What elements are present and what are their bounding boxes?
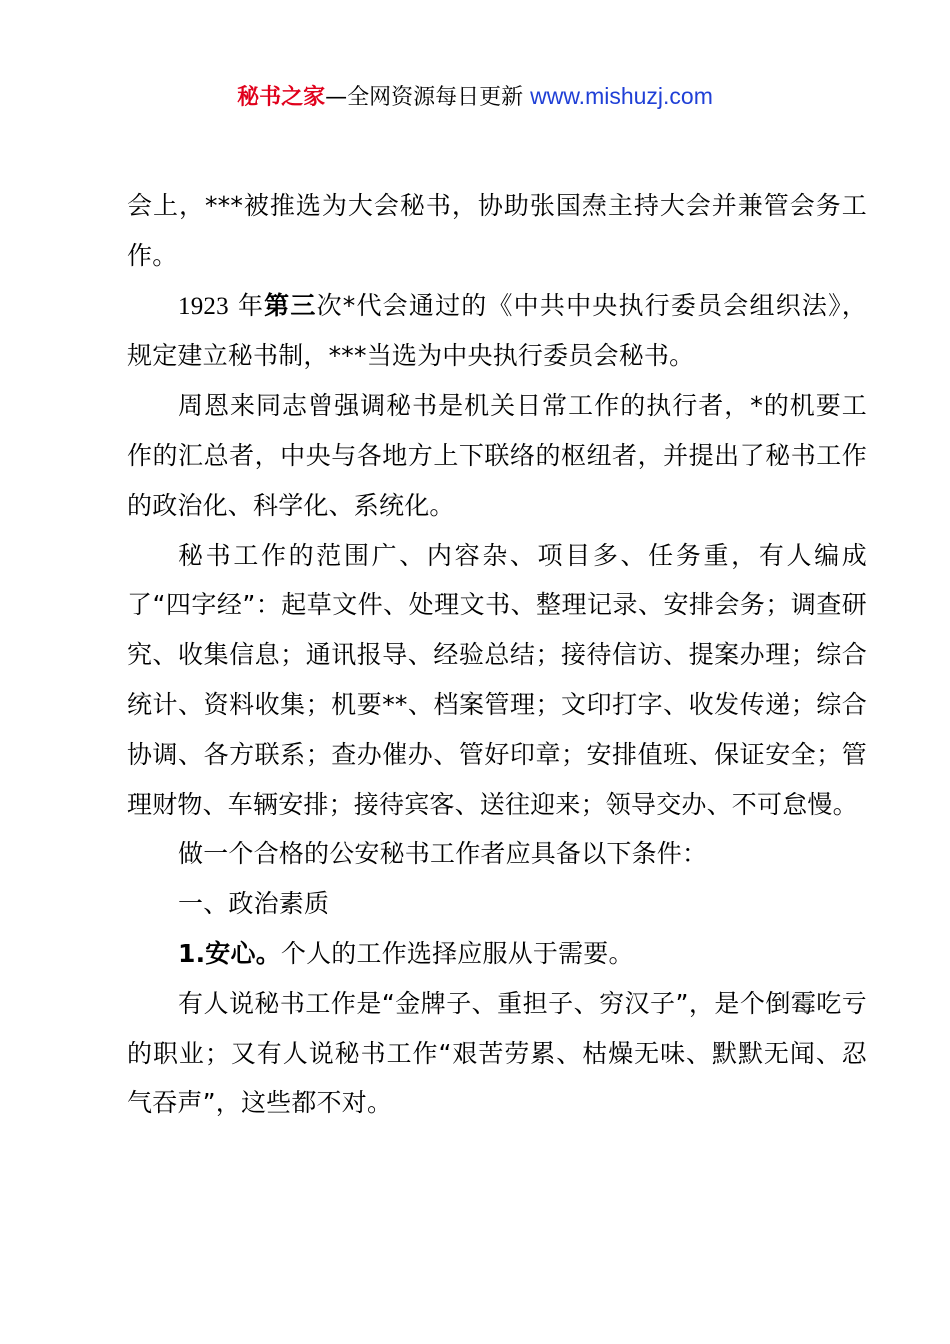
paragraph-4: 秘书工作的范围广、内容杂、项目多、任务重，有人编成了“四字经”：起草文件、处理文书、整理记录、安排会务；调查研究、收集信息；通讯报导、经验总结；接待信访、提案办理；综合统计、资料收集；机要**、档案管理；文印打字、收发传递；综合协调、各方联系；查办催办、管好印章；安排值班、保证安全；管理财物、车辆安排；接待宾客、送往迎来；领导交办、不可怠慢。	[127, 540, 867, 819]
site-header	[0, 80, 950, 114]
paragraph-7	[127, 929, 867, 979]
paragraph-2	[127, 281, 867, 382]
paragraph-5: 做一个合格的公安秘书工作者应具备以下条件：	[178, 839, 708, 869]
item-heading: 1.安心。	[178, 938, 281, 968]
year-number: 1923	[178, 292, 229, 320]
section-heading: 一、政治素质	[178, 889, 330, 919]
paragraph-2-text: 次*代会通过的《中共中央执行委员会组织法》，规定建立秘书制，***当选为中央执行委员会秘书。	[127, 290, 867, 371]
paragraph-7-text: 个人的工作选择应服从于需要。	[280, 938, 634, 968]
paragraph-8: 有人说秘书工作是“金牌子、重担子、穷汉子”，是个倒霉吃亏的职业；又有人说秘书工作“艰苦劳累、枯燥无味、默默无闻、忍气吞声”，这些都不对。	[127, 988, 867, 1118]
site-tagline: —全网资源每日更新	[325, 85, 524, 110]
paragraph-1: 会上，***被推选为大会秘书，协助张国焘主持大会并兼管会务工作。	[127, 191, 867, 270]
year-suffix: 年	[228, 290, 265, 320]
site-url-link[interactable]: www.mishuzj.com	[530, 83, 713, 109]
document-body	[127, 181, 867, 1128]
paragraph-3: 周恩来同志曾强调秘书是机关日常工作的执行者，*的机要工作的汇总者，中央与各地方上下联络的枢纽者，并提出了秘书工作的政治化、科学化、系统化。	[127, 391, 867, 520]
site-brand: 秘书之家	[237, 85, 326, 110]
bold-ordinal: 第三	[264, 290, 317, 320]
